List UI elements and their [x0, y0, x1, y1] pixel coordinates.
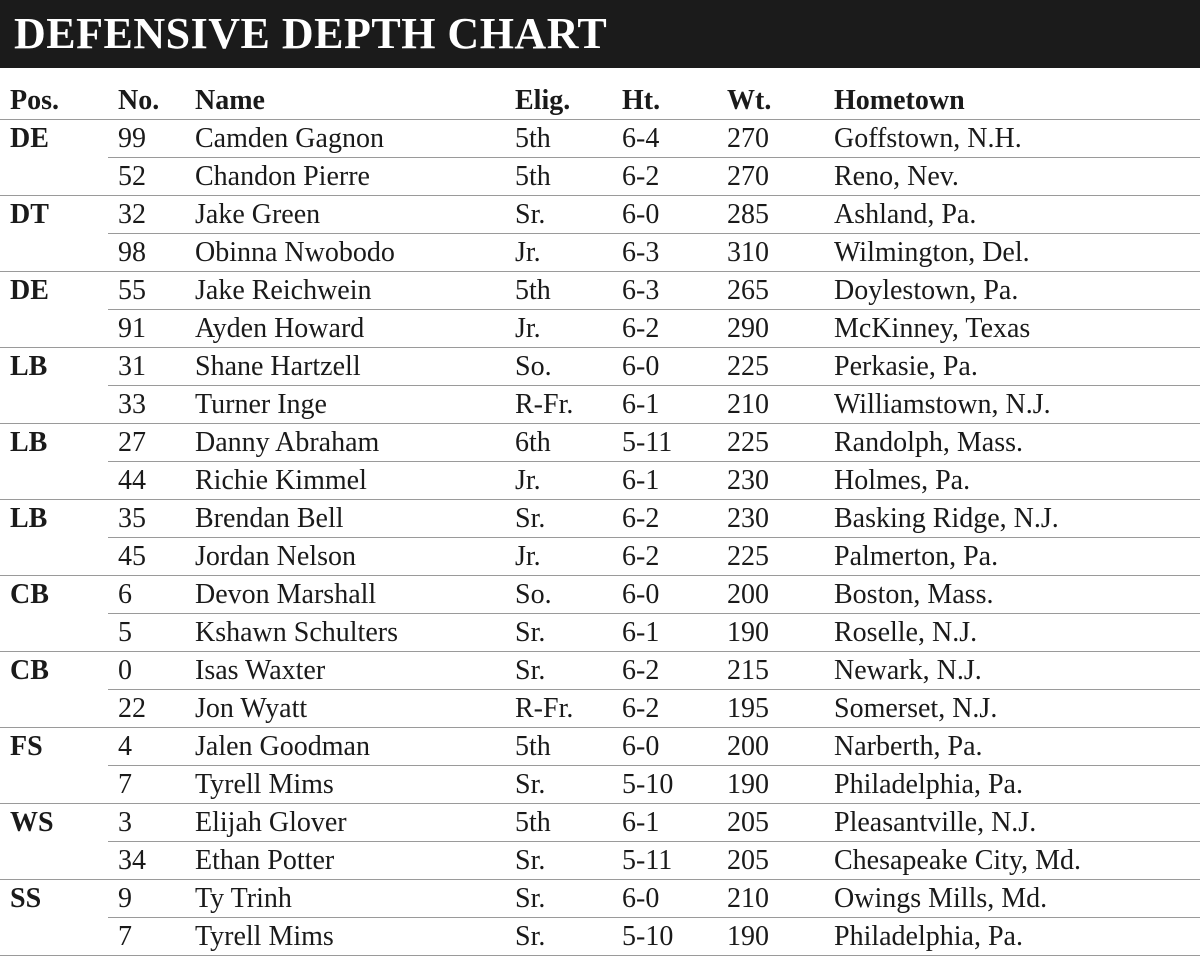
cell-height: 6-1: [612, 462, 717, 500]
cell-height: 5-11: [612, 842, 717, 880]
table-row: [0, 462, 1200, 500]
table-row: [0, 386, 1200, 424]
header-no: No.: [118, 85, 160, 116]
cell-weight: 205: [717, 842, 824, 880]
cell-player-name: Jake Reichwein: [185, 272, 505, 310]
table-row: [0, 424, 1200, 462]
cell-weight: 285: [717, 196, 824, 234]
title-bar: [0, 0, 1200, 68]
cell-eligibility: 5th: [505, 804, 612, 842]
cell-position: [0, 538, 108, 576]
cell-number: 9: [108, 880, 185, 918]
table-row: [0, 804, 1200, 842]
depth-chart-table-container: [0, 82, 1200, 956]
cell-hometown: Wilmington, Del.: [824, 234, 1200, 272]
cell-player-name: Chandon Pierre: [185, 158, 505, 196]
cell-player-name: Turner Inge: [185, 386, 505, 424]
cell-player-name: Ethan Potter: [185, 842, 505, 880]
cell-number: 33: [108, 386, 185, 424]
cell-height: 6-2: [612, 690, 717, 728]
cell-number: 5: [108, 614, 185, 652]
cell-weight: 215: [717, 652, 824, 690]
cell-hometown: Perkasie, Pa.: [824, 348, 1200, 386]
table-row: [0, 272, 1200, 310]
cell-eligibility: Sr.: [505, 842, 612, 880]
cell-hometown: Boston, Mass.: [824, 576, 1200, 614]
cell-number: 52: [108, 158, 185, 196]
cell-number: 32: [108, 196, 185, 234]
header-elig: Elig.: [515, 85, 571, 116]
cell-position: [0, 234, 108, 272]
cell-weight: 190: [717, 614, 824, 652]
table-body: [0, 120, 1200, 956]
cell-position: [0, 918, 108, 956]
cell-number: 45: [108, 538, 185, 576]
cell-number: 91: [108, 310, 185, 348]
cell-hometown: Pleasantville, N.J.: [824, 804, 1200, 842]
cell-weight: 205: [717, 804, 824, 842]
cell-height: 6-2: [612, 310, 717, 348]
table-row: [0, 918, 1200, 956]
header-ht: Ht.: [622, 85, 661, 116]
cell-hometown: Philadelphia, Pa.: [824, 918, 1200, 956]
cell-hometown: Owings Mills, Md.: [824, 880, 1200, 918]
cell-position: [0, 842, 108, 880]
cell-eligibility: R-Fr.: [505, 386, 612, 424]
cell-position: [0, 310, 108, 348]
cell-position: [0, 766, 108, 804]
cell-number: 27: [108, 424, 185, 462]
cell-hometown: Reno, Nev.: [824, 158, 1200, 196]
cell-weight: 190: [717, 918, 824, 956]
cell-player-name: Elijah Glover: [185, 804, 505, 842]
cell-weight: 210: [717, 880, 824, 918]
cell-position: [0, 462, 108, 500]
cell-height: 6-0: [612, 880, 717, 918]
cell-eligibility: Jr.: [505, 462, 612, 500]
table-row: [0, 728, 1200, 766]
cell-weight: 265: [717, 272, 824, 310]
table-row: [0, 500, 1200, 538]
table-row: [0, 348, 1200, 386]
table-row: [0, 652, 1200, 690]
cell-eligibility: Jr.: [505, 310, 612, 348]
cell-number: 55: [108, 272, 185, 310]
table-row: [0, 120, 1200, 158]
depth-chart-table: [0, 82, 1200, 956]
table-row: [0, 880, 1200, 918]
cell-hometown: Philadelphia, Pa.: [824, 766, 1200, 804]
cell-number: 44: [108, 462, 185, 500]
cell-player-name: Jalen Goodman: [185, 728, 505, 766]
table-row: [0, 158, 1200, 196]
cell-player-name: Danny Abraham: [185, 424, 505, 462]
cell-height: 6-0: [612, 348, 717, 386]
cell-hometown: Palmerton, Pa.: [824, 538, 1200, 576]
cell-height: 6-1: [612, 614, 717, 652]
cell-height: 5-10: [612, 918, 717, 956]
cell-eligibility: Sr.: [505, 196, 612, 234]
cell-height: 6-2: [612, 158, 717, 196]
cell-player-name: Camden Gagnon: [185, 120, 505, 158]
cell-position: WS: [0, 804, 108, 842]
cell-eligibility: Sr.: [505, 652, 612, 690]
cell-number: 35: [108, 500, 185, 538]
cell-eligibility: So.: [505, 576, 612, 614]
cell-number: 22: [108, 690, 185, 728]
cell-eligibility: Sr.: [505, 880, 612, 918]
cell-eligibility: 5th: [505, 120, 612, 158]
header-name: Name: [195, 85, 265, 116]
header-wt: Wt.: [727, 85, 772, 116]
cell-eligibility: 5th: [505, 272, 612, 310]
header-pos: Pos.: [10, 85, 59, 116]
cell-position: CB: [0, 576, 108, 614]
cell-weight: 230: [717, 500, 824, 538]
cell-hometown: Newark, N.J.: [824, 652, 1200, 690]
cell-player-name: Jake Green: [185, 196, 505, 234]
table-header: [0, 82, 1200, 120]
cell-height: 6-0: [612, 196, 717, 234]
cell-eligibility: Sr.: [505, 766, 612, 804]
cell-position: [0, 386, 108, 424]
table-row: [0, 576, 1200, 614]
cell-eligibility: Sr.: [505, 500, 612, 538]
cell-position: CB: [0, 652, 108, 690]
cell-hometown: Goffstown, N.H.: [824, 120, 1200, 158]
cell-eligibility: 5th: [505, 158, 612, 196]
cell-height: 6-1: [612, 804, 717, 842]
cell-position: DT: [0, 196, 108, 234]
cell-number: 3: [108, 804, 185, 842]
cell-hometown: Narberth, Pa.: [824, 728, 1200, 766]
cell-position: LB: [0, 424, 108, 462]
cell-player-name: Richie Kimmel: [185, 462, 505, 500]
cell-weight: 270: [717, 158, 824, 196]
header-hometown: Hometown: [834, 85, 965, 116]
cell-number: 98: [108, 234, 185, 272]
cell-weight: 225: [717, 538, 824, 576]
cell-weight: 225: [717, 424, 824, 462]
cell-hometown: Somerset, N.J.: [824, 690, 1200, 728]
cell-weight: 270: [717, 120, 824, 158]
cell-hometown: McKinney, Texas: [824, 310, 1200, 348]
page-title: DEFENSIVE DEPTH CHART: [14, 9, 608, 58]
cell-height: 6-0: [612, 576, 717, 614]
cell-weight: 310: [717, 234, 824, 272]
cell-position: LB: [0, 348, 108, 386]
cell-number: 7: [108, 766, 185, 804]
cell-height: 6-2: [612, 652, 717, 690]
cell-position: DE: [0, 272, 108, 310]
cell-height: 6-0: [612, 728, 717, 766]
cell-weight: 200: [717, 728, 824, 766]
cell-player-name: Ty Trinh: [185, 880, 505, 918]
cell-eligibility: 5th: [505, 728, 612, 766]
cell-height: 5-11: [612, 424, 717, 462]
cell-player-name: Jordan Nelson: [185, 538, 505, 576]
cell-eligibility: So.: [505, 348, 612, 386]
cell-hometown: Roselle, N.J.: [824, 614, 1200, 652]
cell-weight: 195: [717, 690, 824, 728]
cell-position: LB: [0, 500, 108, 538]
cell-position: SS: [0, 880, 108, 918]
cell-height: 5-10: [612, 766, 717, 804]
cell-hometown: Holmes, Pa.: [824, 462, 1200, 500]
cell-player-name: Jon Wyatt: [185, 690, 505, 728]
cell-height: 6-3: [612, 272, 717, 310]
cell-number: 99: [108, 120, 185, 158]
cell-weight: 225: [717, 348, 824, 386]
cell-eligibility: Sr.: [505, 918, 612, 956]
cell-height: 6-2: [612, 500, 717, 538]
table-row: [0, 310, 1200, 348]
cell-number: 6: [108, 576, 185, 614]
cell-weight: 290: [717, 310, 824, 348]
cell-player-name: Brendan Bell: [185, 500, 505, 538]
cell-eligibility: Jr.: [505, 234, 612, 272]
cell-hometown: Ashland, Pa.: [824, 196, 1200, 234]
cell-player-name: Tyrell Mims: [185, 918, 505, 956]
cell-player-name: Isas Waxter: [185, 652, 505, 690]
table-row: [0, 614, 1200, 652]
cell-player-name: Ayden Howard: [185, 310, 505, 348]
cell-eligibility: Sr.: [505, 614, 612, 652]
cell-number: 34: [108, 842, 185, 880]
cell-hometown: Williamstown, N.J.: [824, 386, 1200, 424]
cell-position: FS: [0, 728, 108, 766]
cell-player-name: Shane Hartzell: [185, 348, 505, 386]
cell-weight: 190: [717, 766, 824, 804]
cell-player-name: Devon Marshall: [185, 576, 505, 614]
cell-weight: 230: [717, 462, 824, 500]
table-row: [0, 842, 1200, 880]
cell-position: DE: [0, 120, 108, 158]
cell-weight: 200: [717, 576, 824, 614]
cell-weight: 210: [717, 386, 824, 424]
cell-eligibility: R-Fr.: [505, 690, 612, 728]
cell-height: 6-4: [612, 120, 717, 158]
cell-player-name: Tyrell Mims: [185, 766, 505, 804]
cell-number: 4: [108, 728, 185, 766]
cell-player-name: Kshawn Schulters: [185, 614, 505, 652]
cell-player-name: Obinna Nwobodo: [185, 234, 505, 272]
header-row: [0, 82, 1200, 120]
cell-position: [0, 690, 108, 728]
cell-number: 31: [108, 348, 185, 386]
cell-position: [0, 158, 108, 196]
cell-height: 6-1: [612, 386, 717, 424]
cell-position: [0, 614, 108, 652]
table-row: [0, 766, 1200, 804]
table-row: [0, 234, 1200, 272]
cell-hometown: Doylestown, Pa.: [824, 272, 1200, 310]
cell-height: 6-3: [612, 234, 717, 272]
cell-hometown: Basking Ridge, N.J.: [824, 500, 1200, 538]
cell-hometown: Randolph, Mass.: [824, 424, 1200, 462]
cell-height: 6-2: [612, 538, 717, 576]
table-row: [0, 538, 1200, 576]
cell-hometown: Chesapeake City, Md.: [824, 842, 1200, 880]
cell-eligibility: 6th: [505, 424, 612, 462]
table-row: [0, 690, 1200, 728]
cell-number: 7: [108, 918, 185, 956]
cell-number: 0: [108, 652, 185, 690]
table-row: [0, 196, 1200, 234]
cell-eligibility: Jr.: [505, 538, 612, 576]
